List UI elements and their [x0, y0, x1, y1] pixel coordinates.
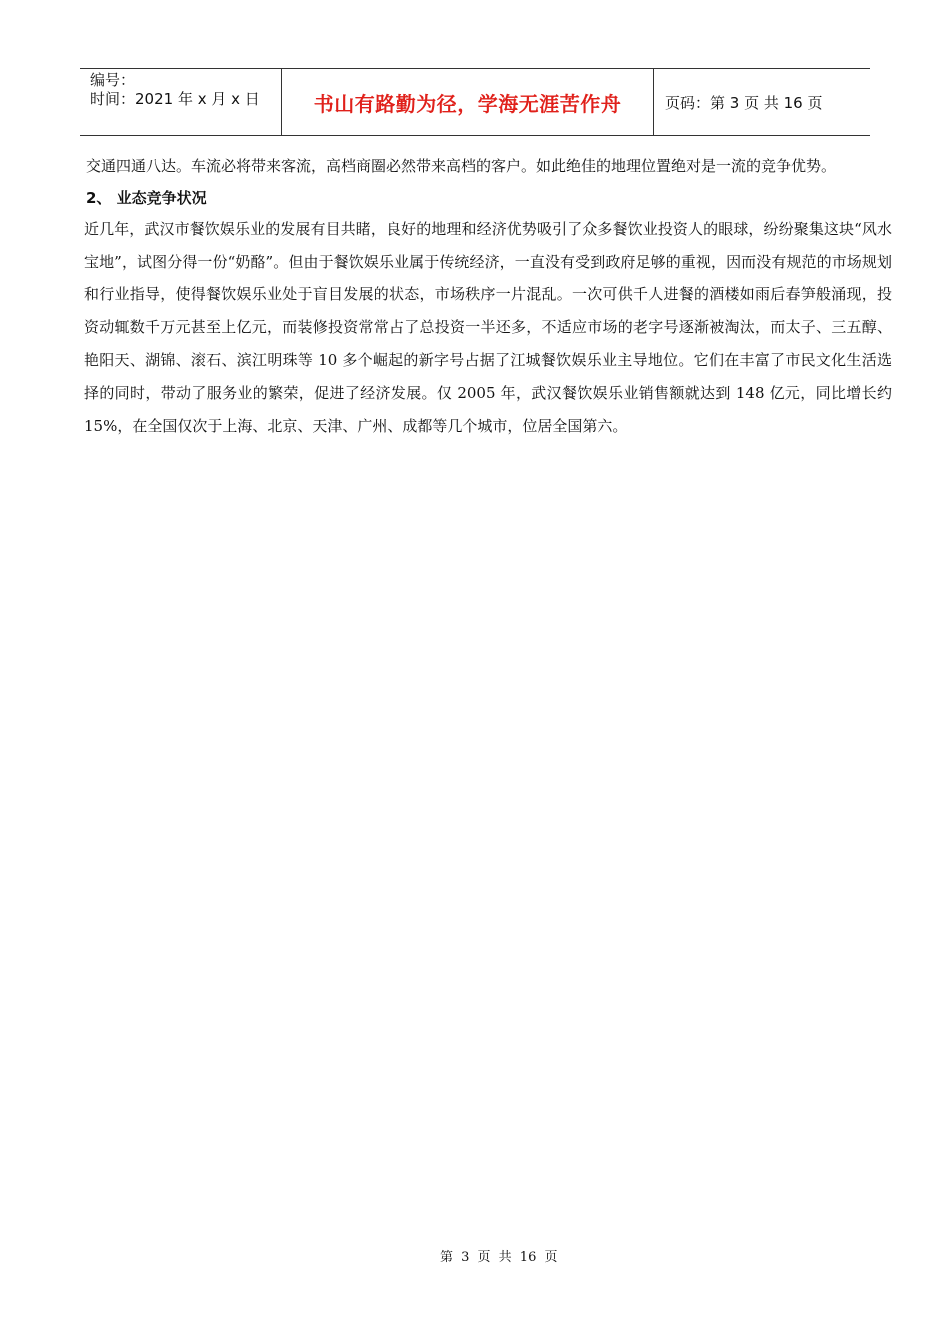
footer-page-number: 第 3 页 共 16 页	[440, 1250, 558, 1265]
document-number-label: 编号：	[90, 71, 136, 89]
section-heading: 2、 业态竞争状况	[86, 188, 207, 207]
body-paragraph-2: 近几年，武汉市餐饮娱乐业的发展有目共睹，良好的地理和经济优势吸引了众多餐饮业投资人的眼球，纷纷聚集这块“风水宝地”，试图分得一份“奶酪”。但由于餐饮娱乐业属于传统经济，一直没有受到政府足够的重视，因而没有规范的市场规划和行业指导，使得餐饮娱乐业处于盲目发展的状态，市场秩序一片混乱。一次可供千人进餐的酒楼如雨后春笋般涌现，投资动辄数千万元甚至上亿元，而装修投资常常占了总投资一半还多，不适应市场的老字号逐渐被淘汰，而太子、三五醇、艳阳天、湖锦、滚石、滨江明珠等 10 多个崛起的新字号占据了江城餐饮娱乐业主导地位。它们在丰富了市民文化生活选择的同时，带动了服务业的繁荣，促进了经济发展。仅 2005 年，武汉餐饮娱乐业销售额就达到 148 亿元，同比增长约 15%，在全国仅次于上海、北京、天津、广州、成都等几个城市，位居全国第六。	[84, 219, 892, 435]
header-page-number: 页码：第 3 页 共 16 页	[665, 93, 823, 112]
document-body	[84, 150, 892, 442]
document-date: 时间：2021 年 x 月 x 日	[90, 90, 260, 108]
header-page-info	[654, 69, 870, 135]
body-paragraph-1: 交通四通八达。车流必将带来客流，高档商圈必然带来高档的客户。如此绝佳的地理位置绝对是一流的竞争优势。	[86, 157, 837, 175]
header-motto: 书山有路勤为径，学海无涯苦作舟	[313, 91, 622, 116]
page-header	[80, 68, 870, 136]
header-meta	[80, 69, 282, 135]
header-motto-cell	[282, 69, 654, 135]
page-footer	[0, 1246, 950, 1265]
